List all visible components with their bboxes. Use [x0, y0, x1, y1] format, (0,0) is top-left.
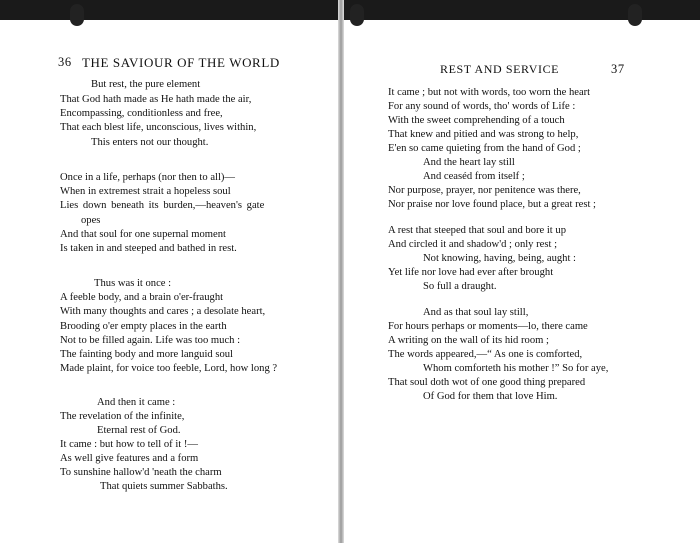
poem-line: Once in a life, perhaps (nor then to all)— — [60, 172, 236, 183]
poem-line: Thus was it once : — [94, 278, 172, 289]
poem-line: But rest, the pure element — [91, 79, 201, 90]
poem-line: With the sweet comprehending of a touch — [388, 115, 565, 126]
poem-line: To sunshine hallow'd 'neath the charm — [60, 467, 222, 478]
poem-line: And that soul for one supernal moment — [60, 229, 226, 240]
poem-line: So full a draught. — [423, 281, 497, 292]
poem-line: And ceaséd from itself ; — [423, 171, 525, 182]
poem-line: Of God for them that love Him. — [423, 391, 558, 402]
poem-line: opes — [81, 215, 101, 226]
poem-line: As well give features and a form — [60, 453, 199, 464]
right-page — [344, 0, 700, 543]
poem-line: A rest that steeped that soul and bore it up — [388, 225, 566, 236]
poem-line: The words appeared,—“ As one is comforted, — [388, 349, 583, 360]
poem-line: For hours perhaps or moments—lo, there came — [388, 321, 588, 332]
poem-line: Not to be filled again. Life was too much : — [60, 335, 241, 346]
poem-line: That knew and pitied and was strong to help, — [388, 129, 579, 140]
poem-line: With many thoughts and cares ; a desolate heart, — [60, 306, 266, 317]
poem-line: Encompassing, conditionless and free, — [60, 108, 223, 119]
poem-line: And then it came : — [97, 397, 176, 408]
poem-line: A feeble body, and a brain o'er-fraught — [60, 292, 224, 303]
poem-line: Is taken in and steeped and bathed in rest. — [60, 243, 237, 254]
right-running-head: REST AND SERVICE — [440, 62, 560, 76]
poem-line: Made plaint, for voice too feeble, Lord, how long ? — [60, 363, 278, 374]
poem-line: When in extremest strait a hopeless soul — [60, 186, 231, 197]
poem-line: It came : but how to tell of it !— — [60, 439, 198, 450]
poem-line: Not knowing, having, being, aught : — [423, 253, 577, 264]
poem-line: The fainting body and more languid soul — [60, 349, 233, 360]
poem-line: That God hath made as He hath made the air, — [60, 94, 252, 105]
poem-line: This enters not our thought. — [91, 137, 209, 148]
poem-line: Eternal rest of God. — [97, 425, 181, 436]
poem-line: Nor praise nor love found place, but a great rest ; — [388, 199, 596, 210]
left-page-number: 36 — [58, 55, 72, 69]
left-page — [0, 0, 338, 543]
poem-line: And the heart lay still — [423, 157, 515, 168]
poem-line: For any sound of words, tho' words of Life : — [388, 101, 576, 112]
poem-line: That soul doth wot of one good thing prepared — [388, 377, 586, 388]
poem-line: Brooding o'er empty places in the earth — [60, 321, 227, 332]
poem-line: And circled it and shadow'd ; only rest ; — [388, 239, 558, 250]
poem-line: The revelation of the infinite, — [60, 411, 185, 422]
poem-line: That each blest life, unconscious, lives within, — [60, 122, 257, 133]
poem-line: Yet life nor love had ever after brought — [388, 267, 554, 278]
left-running-head: THE SAVIOUR OF THE WORLD — [82, 55, 280, 70]
poem-line: Whom comforteth his mother !” So for aye, — [423, 363, 609, 374]
poem-line: It came ; but not with words, too worn the heart — [388, 87, 591, 98]
poem-line: E'en so came quieting from the hand of God ; — [388, 143, 581, 154]
poem-line: That quiets summer Sabbaths. — [100, 481, 228, 492]
poem-line: Lies down beneath its burden,—heaven's gate — [60, 200, 265, 211]
right-page-number: 37 — [611, 62, 625, 76]
poem-line: Nor purpose, prayer, nor penitence was there, — [388, 185, 581, 196]
poem-line: And as that soul lay still, — [423, 307, 529, 318]
poem-line: A writing on the wall of its hid room ; — [388, 335, 549, 346]
